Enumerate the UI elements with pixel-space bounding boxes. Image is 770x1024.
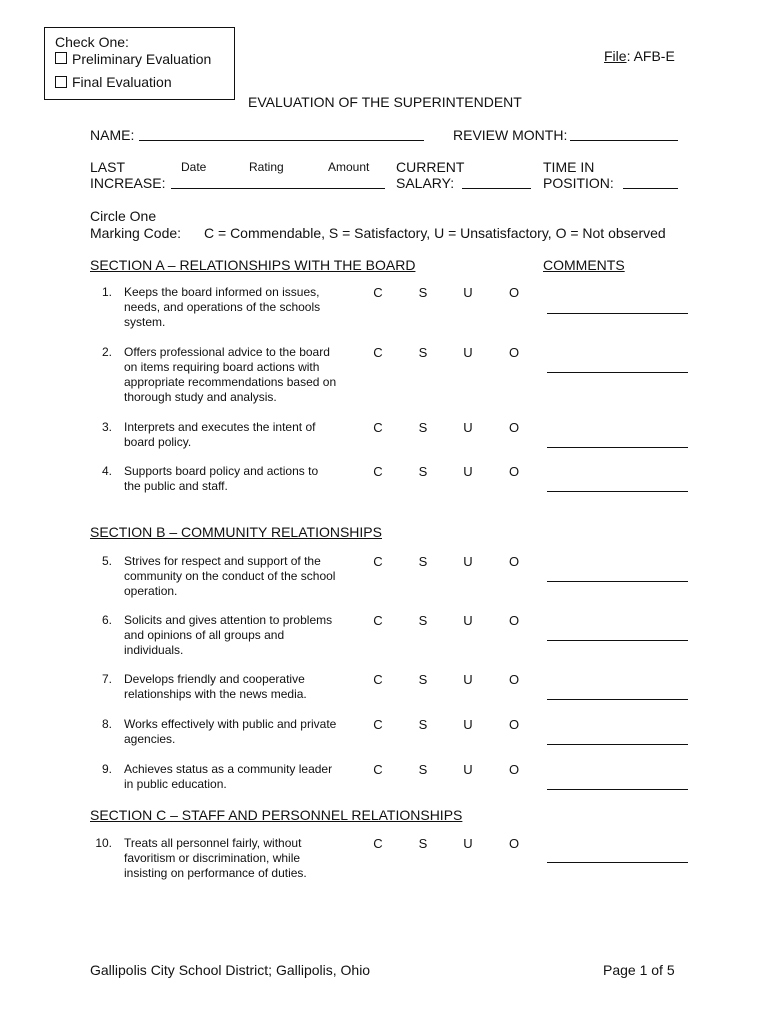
item-text-line: insisting on performance of duties. bbox=[124, 866, 307, 880]
item-text-line: Supports board policy and actions to bbox=[124, 464, 319, 478]
item-text-line: Treats all personnel fairly, without bbox=[124, 836, 302, 850]
item-text-line: appropriate recommendations based on bbox=[124, 375, 337, 389]
rating-s[interactable]: S bbox=[418, 762, 428, 777]
time-in-label: TIME IN bbox=[543, 159, 595, 175]
rating-u[interactable]: U bbox=[463, 420, 473, 435]
item-text-line: the public and staff. bbox=[124, 479, 228, 493]
item-text-line: operation. bbox=[124, 584, 178, 598]
item-text-line: Strives for respect and support of the bbox=[124, 554, 321, 568]
rating-u[interactable]: U bbox=[463, 345, 473, 360]
comments-header: COMMENTS bbox=[543, 257, 625, 273]
rating-c[interactable]: C bbox=[373, 554, 383, 569]
item-number: 4. bbox=[101, 464, 112, 478]
item-text bbox=[124, 464, 356, 494]
item-text-line: agencies. bbox=[124, 732, 176, 746]
rating-u[interactable]: U bbox=[463, 762, 473, 777]
comment-line[interactable] bbox=[547, 447, 688, 448]
comment-line[interactable] bbox=[547, 581, 688, 582]
rating-c[interactable]: C bbox=[373, 836, 383, 851]
file-code bbox=[604, 48, 675, 64]
item-text bbox=[124, 554, 356, 599]
rating-s[interactable]: S bbox=[418, 717, 428, 732]
marking-code-text: C = Commendable, S = Satisfactory, U = Unsatisfactory, O = Not observed bbox=[204, 225, 666, 241]
date-label: Date bbox=[181, 160, 207, 174]
item-text-line: in public education. bbox=[124, 777, 227, 791]
rating-s[interactable]: S bbox=[418, 285, 428, 300]
item-number: 9. bbox=[101, 762, 112, 776]
item-text-line: individuals. bbox=[124, 643, 184, 657]
rating-o[interactable]: O bbox=[508, 345, 520, 360]
rating-o[interactable]: O bbox=[508, 672, 520, 687]
last-increase-field[interactable] bbox=[171, 188, 385, 189]
comment-line[interactable] bbox=[547, 372, 688, 373]
comment-line[interactable] bbox=[547, 789, 688, 790]
section-a-title: SECTION A – RELATIONSHIPS WITH THE BOARD bbox=[90, 257, 416, 273]
item-number: 6. bbox=[101, 613, 112, 627]
salary-label: SALARY: bbox=[396, 175, 455, 191]
page-title: EVALUATION OF THE SUPERINTENDENT bbox=[248, 94, 522, 110]
rating-o[interactable]: O bbox=[508, 554, 520, 569]
item-number: 5. bbox=[101, 554, 112, 568]
final-evaluation-checkbox[interactable] bbox=[55, 76, 67, 88]
rating-c[interactable]: C bbox=[373, 672, 383, 687]
rating-s[interactable]: S bbox=[418, 613, 428, 628]
item-text bbox=[124, 285, 356, 330]
item-text-line: board policy. bbox=[124, 435, 192, 449]
item-text-line: Develops friendly and cooperative bbox=[124, 672, 305, 686]
rating-u[interactable]: U bbox=[463, 464, 473, 479]
current-salary-field[interactable] bbox=[462, 188, 531, 189]
rating-label: Rating bbox=[249, 160, 284, 174]
item-text-line: system. bbox=[124, 315, 166, 329]
item-text-line: relationships with the news media. bbox=[124, 687, 307, 701]
check-one-label: Check One: bbox=[55, 34, 129, 50]
rating-c[interactable]: C bbox=[373, 420, 383, 435]
rating-o[interactable]: O bbox=[508, 762, 520, 777]
final-evaluation-label: Final Evaluation bbox=[72, 74, 172, 90]
rating-s[interactable]: S bbox=[418, 345, 428, 360]
item-text-line: thorough study and analysis. bbox=[124, 390, 277, 404]
item-number: 7. bbox=[101, 672, 112, 686]
rating-s[interactable]: S bbox=[418, 420, 428, 435]
rating-u[interactable]: U bbox=[463, 554, 473, 569]
rating-c[interactable]: C bbox=[373, 762, 383, 777]
amount-label: Amount bbox=[328, 160, 370, 174]
review-month-label: REVIEW MONTH: bbox=[453, 127, 568, 143]
preliminary-evaluation-label: Preliminary Evaluation bbox=[72, 51, 212, 67]
current-label: CURRENT bbox=[396, 159, 465, 175]
item-number: 2. bbox=[101, 345, 112, 359]
rating-u[interactable]: U bbox=[463, 836, 473, 851]
item-text bbox=[124, 420, 356, 450]
rating-o[interactable]: O bbox=[508, 464, 520, 479]
item-number: 1. bbox=[101, 285, 112, 299]
item-text-line: Interprets and executes the intent of bbox=[124, 420, 316, 434]
comment-line[interactable] bbox=[547, 699, 688, 700]
review-month-field[interactable] bbox=[570, 140, 678, 141]
section-b-title: SECTION B – COMMUNITY RELATIONSHIPS bbox=[90, 524, 382, 540]
item-text-line: needs, and operations of the schools bbox=[124, 300, 321, 314]
rating-o[interactable]: O bbox=[508, 613, 520, 628]
item-text bbox=[124, 672, 356, 702]
item-text-line: and opinions of all groups and bbox=[124, 628, 285, 642]
item-text-line: Achieves status as a community leader bbox=[124, 762, 333, 776]
rating-o[interactable]: O bbox=[508, 717, 520, 732]
item-text bbox=[124, 836, 356, 881]
comment-line[interactable] bbox=[547, 862, 688, 863]
comment-line[interactable] bbox=[547, 491, 688, 492]
rating-o[interactable]: O bbox=[508, 420, 520, 435]
marking-code-label: Marking Code: bbox=[90, 225, 182, 241]
rating-c[interactable]: C bbox=[373, 717, 383, 732]
item-text-line: community on the conduct of the school bbox=[124, 569, 336, 583]
item-number: 3. bbox=[101, 420, 112, 434]
rating-c[interactable]: C bbox=[373, 345, 383, 360]
footer-district: Gallipolis City School District; Gallipolis, Ohio bbox=[90, 962, 371, 978]
increase-label: INCREASE: bbox=[90, 175, 166, 191]
item-text-line: Solicits and gives attention to problems bbox=[124, 613, 333, 627]
comment-line[interactable] bbox=[547, 640, 688, 641]
last-label: LAST bbox=[90, 159, 126, 175]
rating-s[interactable]: S bbox=[418, 836, 428, 851]
rating-s[interactable]: S bbox=[418, 554, 428, 569]
item-text-line: on items requiring board actions with bbox=[124, 360, 320, 374]
item-number: 8. bbox=[101, 717, 112, 731]
item-text bbox=[124, 345, 356, 405]
rating-u[interactable]: U bbox=[463, 285, 473, 300]
circle-one-label: Circle One bbox=[90, 208, 157, 224]
comment-line[interactable] bbox=[547, 313, 688, 314]
rating-u[interactable]: U bbox=[463, 613, 473, 628]
rating-o[interactable]: O bbox=[508, 285, 520, 300]
rating-s[interactable]: S bbox=[418, 464, 428, 479]
rating-c[interactable]: C bbox=[373, 285, 383, 300]
name-label: NAME: bbox=[90, 127, 135, 143]
position-label: POSITION: bbox=[543, 175, 614, 191]
file-value: : AFB-E bbox=[626, 48, 675, 64]
section-c-title: SECTION C – STAFF AND PERSONNEL RELATIONSHIPS bbox=[90, 807, 463, 823]
rating-u[interactable]: U bbox=[463, 717, 473, 732]
item-text bbox=[124, 613, 356, 658]
name-field[interactable] bbox=[139, 140, 424, 141]
rating-c[interactable]: C bbox=[373, 613, 383, 628]
rating-o[interactable]: O bbox=[508, 836, 520, 851]
file-label: File bbox=[604, 48, 627, 64]
page-number: Page 1 of 5 bbox=[603, 962, 675, 978]
item-number: 10. bbox=[95, 836, 112, 850]
item-text bbox=[124, 762, 356, 792]
preliminary-evaluation-checkbox[interactable] bbox=[55, 52, 67, 64]
item-text-line: favoritism or discrimination, while bbox=[124, 851, 301, 865]
time-in-position-field[interactable] bbox=[623, 188, 678, 189]
rating-s[interactable]: S bbox=[418, 672, 428, 687]
rating-c[interactable]: C bbox=[373, 464, 383, 479]
item-text bbox=[124, 717, 356, 747]
item-text-line: Keeps the board informed on issues, bbox=[124, 285, 320, 299]
comment-line[interactable] bbox=[547, 744, 688, 745]
rating-u[interactable]: U bbox=[463, 672, 473, 687]
item-text-line: Offers professional advice to the board bbox=[124, 345, 330, 359]
item-text-line: Works effectively with public and private bbox=[124, 717, 337, 731]
